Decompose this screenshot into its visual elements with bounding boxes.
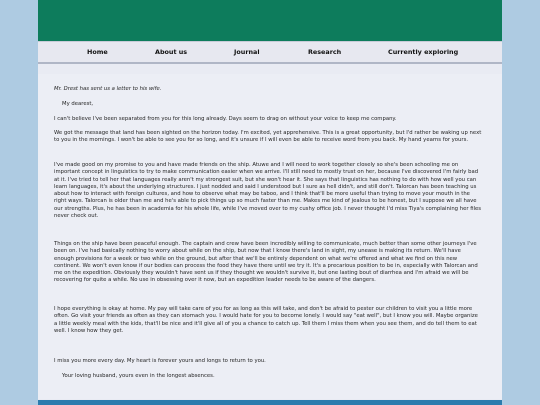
footer-bar (38, 400, 502, 405)
page-container (38, 0, 502, 405)
letter-paragraph-5: I hope everything is okay at home. My pay will take care of you for as long as this will take, and don't be afraid to pester our children to visit you a little more often. Go visit your friends as often as they can stomach you. I would hate for you to become lonely. I would say "eat well", but I know you will. Maybe organize a little weekly meal with the kids, that'll be nice and it'll give all of you a chance to catch up. Tell them I miss them when you see them, and do tell them to eat well. I know how they get. (54, 306, 478, 334)
nav-journal[interactable]: Journal (234, 48, 260, 56)
main-nav (38, 41, 502, 64)
letter-greeting: My dearest, (62, 101, 94, 107)
header-banner (38, 0, 502, 41)
nav-currently-exploring[interactable]: Currently exploring (388, 48, 459, 56)
letter-paragraph-2: We got the message that land has been sighted on the horizon today. I'm excited, yet apprehensive. This is a great opportunity, but I'd rather be waking up next to you in the mornings. I won't be able to see you for so long, and it's unsure if I will even be able to receive word from you back. My hand yearns for yours. (54, 130, 482, 144)
letter-paragraph-3: I've made good on my promise to you and have made friends on the ship. Atuwe and I will need to work together closely so she's been schooling me on important concept in linguistics to try to make communication easier when we arrive. I'll still need to mostly trust on her, because I've discovered I'm fairly bad at it. I've tried to tell her that languages really aren't my strongest suit, but she won't hear it. She says that linguistics has nothing to do with how well you can learn languages, it's about the underlying structures. I just nodded and said I understood but I sure as hell didn't, and still don't. Talorcan has been teaching us about how to interact with foreign cultures, and how to observe what may be taboo, and I think that'll be more useful than trying to move your mouth in the right ways. Talorcan is older than me and he's able to pick things up so much faster than me. Makes me kind of jealous to be honest, but I suppose we all have our strengths. Plus, he has been in academia for his whole life, while I've moved over to my cushy office job. I never thought I'd miss Tiya's complaining her files never check out. (54, 162, 482, 220)
nav-about[interactable]: About us (155, 48, 188, 56)
letter-closing: Your loving husband, yours even in the longest absences. (62, 373, 215, 379)
letter-intro: Mr. Drest has sent us a letter to his wife. (54, 86, 162, 92)
letter-content (38, 74, 502, 399)
nav-home[interactable]: Home (87, 48, 108, 56)
nav-research[interactable]: Research (308, 48, 342, 56)
letter-paragraph-4: Things on the ship have been peaceful enough. The captain and crew have been incredibly willing to communicate, much better than some other journeys I've been on. I've had basically nothing to worry about while on the ship, but now that I know there's land in sight, my unease is making its return. We'll have enough provisions for a week or two while on the ground, but after that we'll be entirely dependent on what we're offered and what we find on this new continent. We won't even know if our bodies can process the food they have there until we try it. It's a precarious position to be in, especially with Talorcan and me on the expedition. Obviously they wouldn't have sent us if they thought we wouldn't survive it, but one lasting bout of diarrhea and I'm afraid we will be recovering for quite a while. No use in obsessing over it now, but an expedition leader needs to be aware of the dangers. (54, 241, 478, 284)
letter-paragraph-6: I miss you more every day. My heart is forever yours and longs to return to you. (54, 358, 266, 364)
letter-paragraph-1: I can't believe I've been separated from you for this long already. Days seem to drag on without your voice to keep me company. (54, 116, 397, 122)
